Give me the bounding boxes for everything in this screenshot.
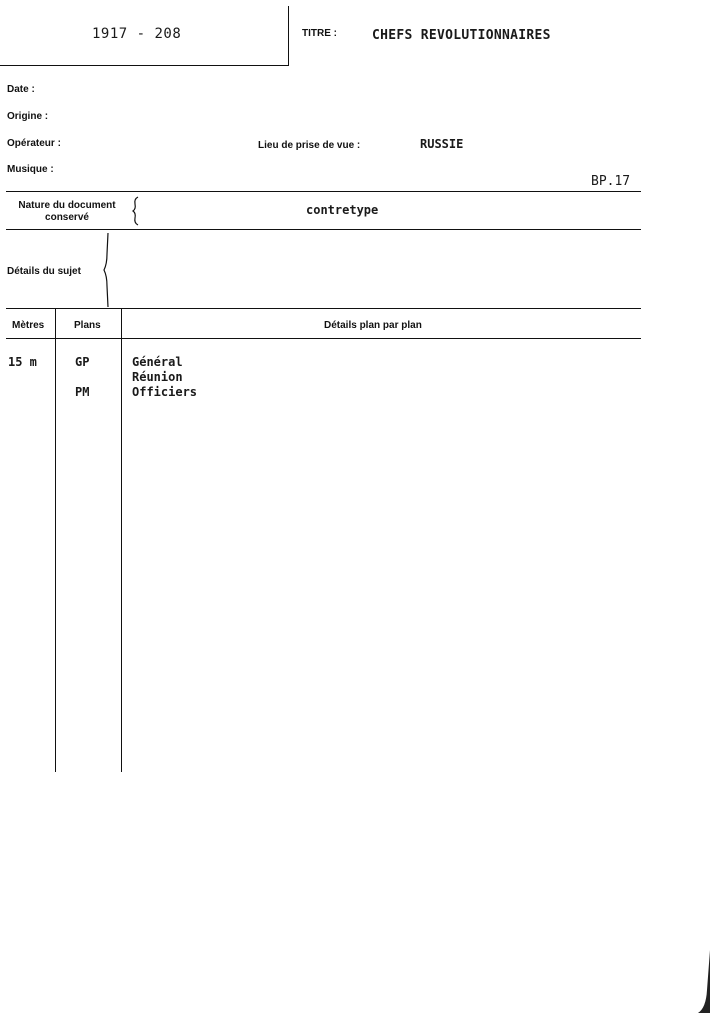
table-cell-meters: 15 m xyxy=(8,355,37,369)
column-divider-2 xyxy=(121,309,122,772)
table-cell-shot: GP xyxy=(75,355,90,369)
meters-column xyxy=(8,355,37,370)
rule-subject-top xyxy=(6,229,641,230)
column-header-shots: Plans xyxy=(74,320,101,331)
date-label: Date : xyxy=(7,84,35,95)
nature-label-line2: conservé xyxy=(45,212,89,223)
table-cell-detail: Général xyxy=(132,355,183,369)
header-divider xyxy=(288,6,289,66)
page-edge-shadow xyxy=(696,950,711,1013)
origin-label: Origine : xyxy=(7,111,49,122)
table-cell-detail: Réunion xyxy=(132,370,183,384)
nature-value: contretype xyxy=(306,203,379,217)
operator-label: Opérateur : xyxy=(7,138,61,149)
table-cell-shot xyxy=(75,370,89,385)
nature-brace xyxy=(130,196,142,226)
column-header-meters: Mètres xyxy=(12,320,45,331)
location-value: RUSSIE xyxy=(420,137,464,151)
rule-table-top xyxy=(6,308,641,309)
rule-table-header xyxy=(6,338,641,339)
table-cell-shot: PM xyxy=(75,385,90,399)
column-divider-1 xyxy=(55,309,56,772)
subject-brace xyxy=(100,232,114,308)
nature-label-line1: Nature du document xyxy=(18,200,116,211)
nature-label xyxy=(7,200,127,224)
subject-label: Détails du sujet xyxy=(7,266,81,277)
details-column xyxy=(132,355,197,400)
music-label: Musique : xyxy=(7,164,54,175)
rule-nature-top xyxy=(6,191,641,192)
table-cell-detail: Officiers xyxy=(132,385,198,399)
location-label: Lieu de prise de vue : xyxy=(258,140,361,151)
column-header-details: Détails plan par plan xyxy=(324,320,422,331)
archive-code: BP.17 xyxy=(591,174,631,189)
shots-column xyxy=(75,355,89,400)
title-value: CHEFS REVOLUTIONNAIRES xyxy=(372,28,551,43)
document-reference: 1917 - 208 xyxy=(92,26,182,42)
header-underline xyxy=(0,65,289,66)
title-label: TITRE : xyxy=(302,28,337,39)
